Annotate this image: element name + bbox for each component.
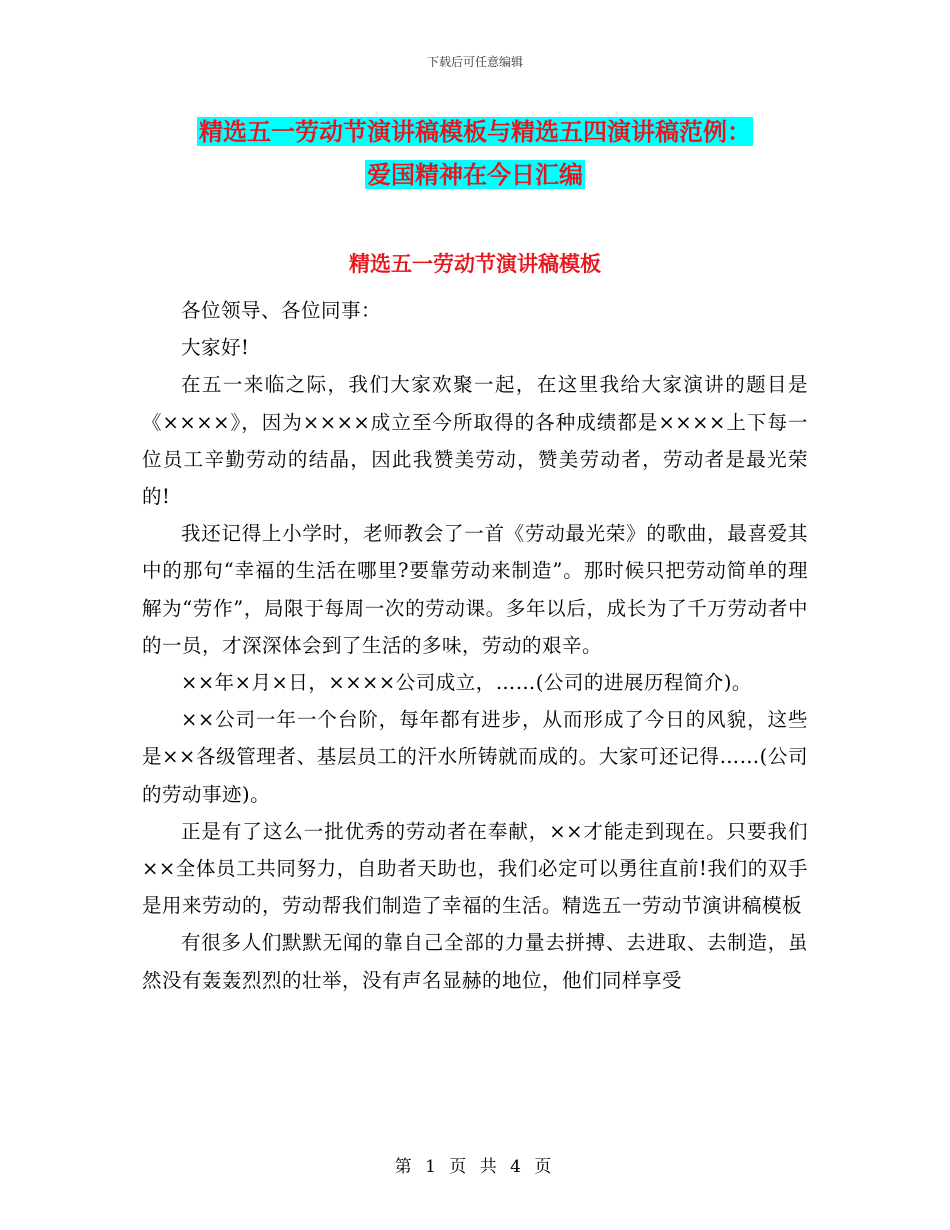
paragraph: 在五一来临之际，我们大家欢聚一起，在这里我给大家演讲的题目是《××××》，因为××××成立至今所取得的各种成绩都是××××上下每一位员工辛勤劳动的结晶，因此我赞美劳动，赞美劳动者，劳动者是最光荣的! <box>142 373 808 509</box>
paragraph: ××年×月×日，××××公司成立，……(公司的进展历程简介)。 <box>181 671 752 695</box>
document-title-text-1: 精选五一劳动节演讲稿模板与精选五四演讲稿范例： <box>199 117 751 146</box>
page-header-note: 下载后可任意编辑 <box>426 55 523 69</box>
paragraph-salutation: 各位领导、各位同事： <box>181 299 382 322</box>
page-number-footer: 第 1 页 共 4 页 <box>394 1157 556 1177</box>
document-title-line-1 <box>0 110 950 154</box>
paragraph: 正是有了这么一批优秀的劳动者在奉献，××才能走到现在。只要我们××全体员工共同努力，自助者天助也，我们必定可以勇往直前!我们的双手是用来劳动的，劳动帮我们制造了幸福的生活。精选五一劳动节演讲稿模板 <box>142 819 808 918</box>
paragraph: 有很多人们默默无闻的靠自己全部的力量去拼搏、去进取、去制造，虽然没有轰轰烈烈的壮举，没有声名显赫的地位，他们同样享受 <box>142 931 808 992</box>
document-title-text-2: 爱国精神在今日汇编 <box>367 160 583 189</box>
paragraph: ××公司一年一个台阶，每年都有进步，从而形成了今日的风貌，这些是××各级管理者、基层员工的汗水所铸就而成的。大家可还记得……(公司的劳动事迹)。 <box>142 708 808 806</box>
document-body <box>142 292 808 999</box>
paragraph-greeting: 大家好! <box>181 336 250 360</box>
document-title-line-2 <box>0 153 950 197</box>
paragraph: 我还记得上小学时，老师教会了一首《劳动最光荣》的歌曲，最喜爱其中的那句“幸福的生活在哪里?要靠劳动来制造”。那时候只把劳动简单的理解为“劳作”，局限于每周一次的劳动课。多年以后，成长为了千万劳动者中的一员，才深深体会到了生活的多味，劳动的艰辛。 <box>142 522 808 657</box>
section-title: 精选五一劳动节演讲稿模板 <box>349 251 601 276</box>
